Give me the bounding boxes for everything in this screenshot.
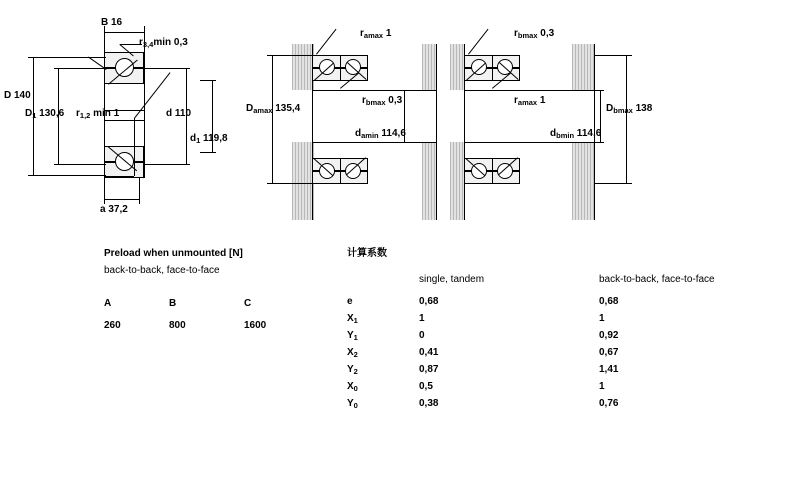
r-housing-hatch-top-left	[450, 44, 464, 90]
factors-row-pair: 0,67	[599, 347, 619, 358]
dim-d-ext-bot	[144, 164, 190, 165]
factors-row-symbol: $Y_1$	[347, 330, 358, 342]
housing-hatch-top-left	[292, 44, 314, 90]
r-dim-ramax-label: $r_{amax}$ 1	[514, 95, 546, 107]
dim-B-line	[104, 32, 144, 33]
r-dim-dbmin-label: $d_{bmin}$ 114,6	[550, 128, 602, 140]
dim-d-ext-top	[144, 68, 190, 69]
factors-row-symbol: $Y_0$	[347, 398, 358, 410]
right-bearing-drawing	[440, 0, 653, 240]
mid-dim-Damax-ext-top	[267, 55, 313, 56]
preload-val-C: 1600	[244, 320, 267, 331]
factors-row-single: 0,68	[419, 296, 439, 307]
dim-d-label: d 110	[166, 108, 192, 119]
r-dim-dbmin-ext-top	[590, 90, 604, 91]
dim-D1-label: $D_1$ 130,6	[25, 108, 65, 120]
factors-row-symbol: $X_2$	[347, 347, 358, 359]
factors-row-symbol: $Y_2$	[347, 364, 358, 376]
housing-hatch-bottom-right	[422, 142, 436, 220]
dim-D-ext-bot	[28, 175, 106, 176]
mid-upper-split	[340, 55, 341, 81]
preload-table-subtitle: back-to-back, face-to-face	[104, 265, 220, 276]
bearing-lower-ball-group	[104, 146, 144, 178]
mid-lower-split	[340, 158, 341, 184]
section-right-edge	[144, 52, 145, 178]
factors-col-header-pair: back-to-back, face-to-face	[599, 274, 715, 285]
r-housing-hatch-bottom-right	[572, 142, 594, 220]
factors-row-single: 0,87	[419, 364, 439, 375]
r-dim-dbmin-ext-bot	[590, 142, 604, 143]
dim-D-label: D 140	[4, 90, 31, 101]
mid-housing-left-edge	[312, 44, 313, 220]
r-rbmax-leader	[468, 29, 488, 55]
factors-row-symbol: e	[347, 296, 353, 307]
factors-row-symbol: $X_0$	[347, 381, 358, 393]
factors-row-pair: 0,92	[599, 330, 619, 341]
mid-shaft-bottom-line	[312, 142, 436, 143]
preload-col-A: A	[104, 298, 112, 309]
factors-col-header-single: single, tandem	[419, 274, 485, 285]
r-shaft-top-line	[464, 90, 594, 91]
r-upper-split	[492, 55, 493, 81]
dim-D1-ext-bot	[54, 164, 106, 165]
mid-dim-Damax-label: $D_{amax}$ 135,4	[246, 103, 301, 115]
dim-a-ext-left	[104, 178, 105, 204]
dim-r12min-label: $r_{1,2}$ min 1	[76, 108, 120, 120]
offset-a-horizontal	[104, 176, 134, 177]
mid-dim-damin-ext-top	[392, 90, 408, 91]
factors-row-pair: 1,41	[599, 364, 619, 375]
ball-icon	[345, 163, 361, 179]
left-bearing-drawing	[0, 0, 250, 240]
mid-dim-damin-label: $d_{amin}$ 114,6	[355, 128, 406, 140]
dim-d1-ext-bot	[200, 152, 216, 153]
preload-val-A: 260	[104, 320, 121, 331]
r-dim-rbmax-top-label: $r_{bmax}$ 0,3	[514, 28, 555, 40]
preload-col-B: B	[169, 298, 177, 309]
r-dim-Dbmax-label: $D_{bmax}$ 138	[606, 103, 653, 115]
middle-bearing-drawing	[246, 0, 435, 240]
r-dim-Dbmax-line	[626, 55, 627, 183]
dim-r34min-text: $r_{3,4}\min$ 0,3	[139, 37, 188, 49]
dim-B-label: B 16	[101, 17, 123, 28]
mid-dim-damin-ext-bot	[392, 142, 408, 143]
preload-val-B: 800	[169, 320, 186, 331]
factors-row-pair: 0,68	[599, 296, 619, 307]
factors-row-symbol: $X_1$	[347, 313, 358, 325]
dim-a-ext-right	[139, 178, 140, 204]
offset-a-vertical	[134, 118, 135, 176]
factors-row-pair: 1	[599, 313, 605, 324]
mid-shaft-top-line	[312, 90, 436, 91]
r-housing-left-edge	[464, 44, 465, 220]
factors-row-pair: 0,76	[599, 398, 619, 409]
dim-r34min-label	[139, 37, 188, 50]
factors-row-single: 0,5	[419, 381, 433, 392]
factors-row-single: 1	[419, 313, 425, 324]
dim-B-ext-left	[104, 26, 105, 52]
dim-D-ext-top	[28, 57, 106, 58]
r-dim-Dbmax-ext-top	[594, 55, 632, 56]
mid-ramax-leader	[316, 29, 336, 55]
factors-row-single: 0,41	[419, 347, 439, 358]
preload-col-C: C	[244, 298, 252, 309]
preload-table-title: Preload when unmounted [N]	[104, 248, 243, 259]
housing-hatch-top-right	[422, 44, 436, 90]
factors-row-single: 0	[419, 330, 425, 341]
bearing-upper-ball-group	[104, 52, 144, 84]
mid-dim-rbmax-label: $r_{bmax}$ 0,3	[362, 95, 403, 107]
mid-dim-Damax-ext-bot	[267, 183, 313, 184]
dim-d1-label: $d_1$ 119,8	[190, 133, 228, 145]
r-dim-Dbmax-ext-bot	[594, 183, 632, 184]
r-shaft-bottom-line	[464, 142, 594, 143]
housing-hatch-bottom-left	[292, 142, 314, 220]
mid-housing-right-edge	[436, 44, 437, 220]
dim-D1-ext-top	[54, 68, 106, 69]
r-housing-hatch-top-right	[572, 44, 594, 90]
factors-row-single: 0,38	[419, 398, 439, 409]
mid-dim-Damax-line	[272, 55, 273, 183]
dim-d1-ext-top	[200, 80, 216, 81]
factors-row-pair: 1	[599, 381, 605, 392]
ball-icon	[497, 163, 513, 179]
r-housing-hatch-bottom-left	[450, 142, 464, 220]
r-lower-split	[492, 158, 493, 184]
factors-table-title: 计算系数	[347, 248, 387, 259]
dim-a-label: a 37,2	[100, 204, 128, 215]
mid-dim-ramax-top-label: $r_{amax}$ 1	[360, 28, 392, 40]
dim-a-line	[104, 199, 139, 200]
